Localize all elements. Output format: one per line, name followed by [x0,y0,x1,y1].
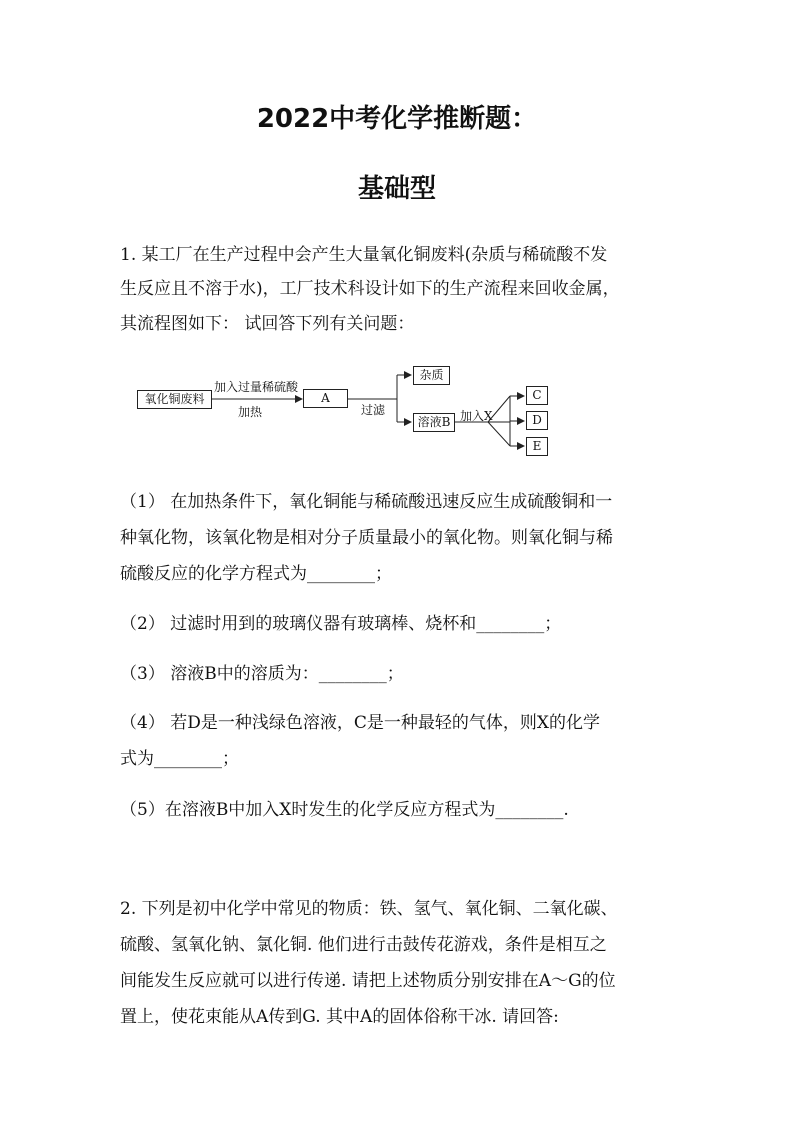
q1-line-3: 其流程图如下： 试回答下列有关问题： [120,314,415,334]
q1-sub3: （3） 溶液B中的溶质为：________； [120,664,404,684]
page-title: 2022中考化学推断题： [256,104,538,134]
q1-sub1-line-1: （1） 在加热条件下，氧化铜能与稀硫酸迅速反应生成硫酸铜和一 [120,492,613,512]
label-add-sulfuric-acid: 加入过量稀硫酸 [214,380,299,394]
box-a: A [303,389,348,408]
q1-sub4-line-2: 式为________； [120,749,239,769]
q2-line-3: 间能发生反应就可以进行传递. 请把上述物质分别安排在A～G的位 [120,971,616,991]
diagonal-to-e [488,422,510,446]
box-solution-b: 溶液B [413,413,455,432]
q2-line-2: 硫酸、氢氧化钠、氯化铜. 他们进行击鼓传花游戏，条件是相互之 [120,935,607,955]
box-c: C [526,386,548,405]
q1-sub1-line-2: 种氧化物，该氧化物是相对分子质量最小的氧化物。则氧化铜与稀 [120,528,613,548]
q1-line-1: 1. 某工厂在生产过程中会产生大量氧化铜废料(杂质与稀硫酸不发 [120,245,608,265]
q1-sub5: （5）在溶液B中加入X时发生的化学反应方程式为________. [120,800,569,820]
box-d: D [526,411,548,430]
label-add-x: 加入X [460,409,493,423]
q1-sub4-line-1: （4） 若D是一种浅绿色溶液，C是一种最轻的气体，则X的化学 [120,713,600,733]
label-filter: 过滤 [361,403,386,417]
q2-line-1: 2. 下列是初中化学中常见的物质：铁、氢气、氧化铜、二氧化碳、 [120,899,618,919]
q2-line-4: 置上，使花束能从A传到G. 其中A的固体俗称干冰. 请回答: [120,1007,559,1027]
label-heat: 加热 [238,405,263,419]
box-copper-oxide-waste: 氧化铜废料 [137,390,212,409]
q1-sub1-line-3: 硫酸反应的化学方程式为________； [120,564,392,584]
box-impurity: 杂质 [413,366,450,385]
q1-sub2: （2） 过滤时用到的玻璃仪器有玻璃棒、烧杯和________； [120,614,562,634]
q1-line-2: 生反应且不溶于水)，工厂技术科设计如下的生产流程来回收金属， [120,279,620,299]
flow-diagram-lines [0,0,794,470]
page-subtitle: 基础型 [357,174,436,204]
box-e: E [526,437,548,456]
